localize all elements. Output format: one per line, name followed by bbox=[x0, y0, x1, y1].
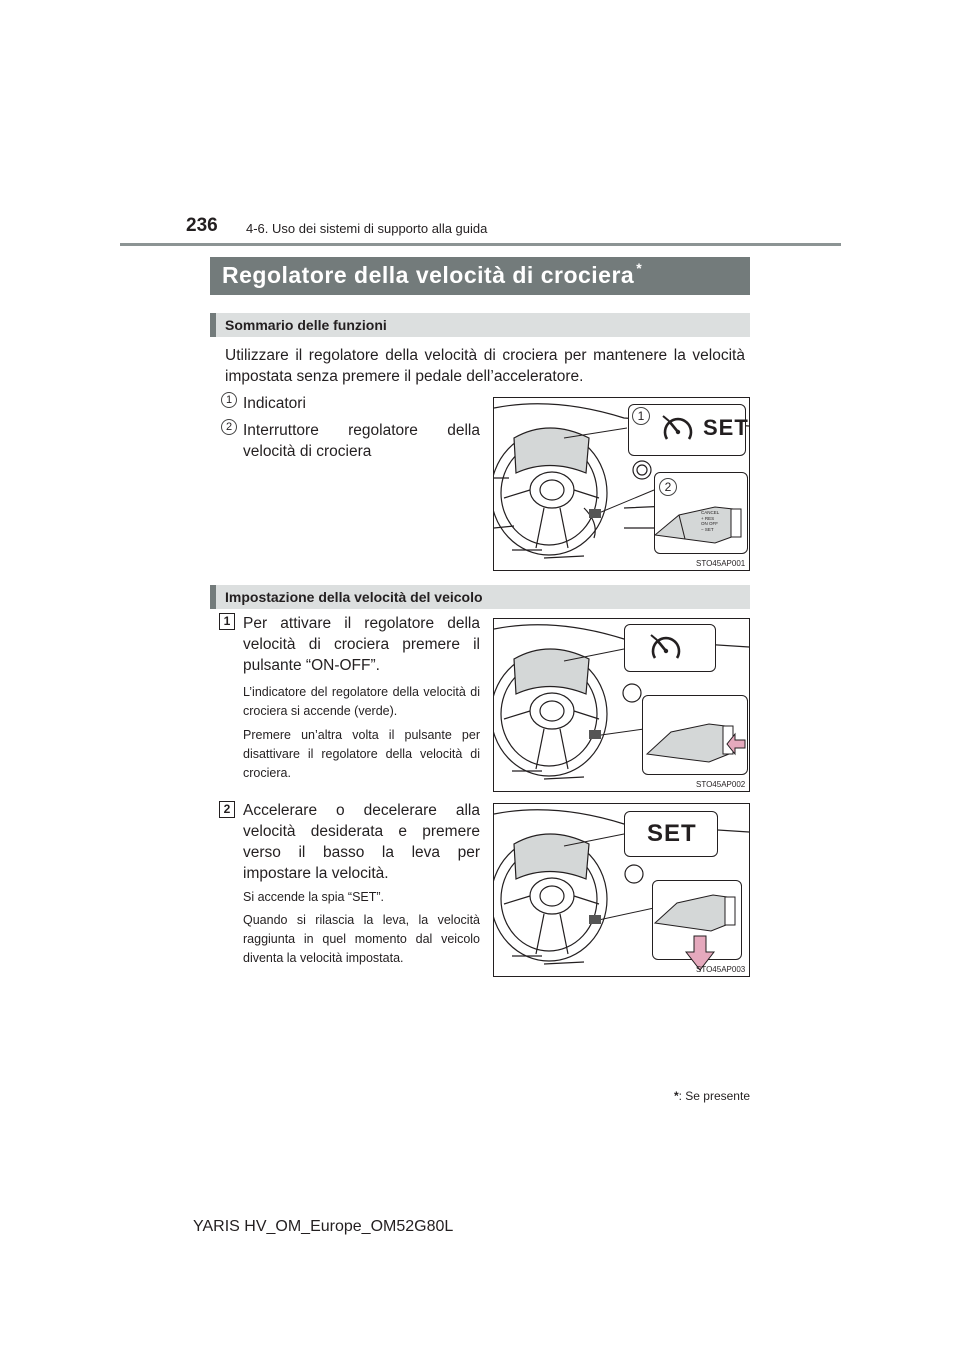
lever-label-set: − SET bbox=[701, 526, 714, 532]
page-number: 236 bbox=[186, 215, 218, 236]
switch-callout-box bbox=[654, 472, 748, 554]
step-number-2: 2 bbox=[219, 801, 235, 818]
item-label-switch: Interruttore regolatore della velocità di crociera bbox=[243, 422, 480, 460]
lever-label-onoff: ON OFF bbox=[701, 521, 718, 526]
figure-code-3: STO45AP003 bbox=[696, 965, 746, 974]
summary-heading: Sommario delle funzioni bbox=[210, 313, 750, 337]
indicator-callout-box-2 bbox=[624, 624, 716, 672]
lever-press-illustration bbox=[643, 696, 747, 774]
section-reference: 4-6. Uso dei sistemi di supporto alla guida bbox=[246, 221, 488, 236]
step-number-1: 1 bbox=[219, 613, 235, 630]
step-2-text: Accelerare o decelerare alla velocità desiderata e premere verso il basso la leva per impostare la velocità. bbox=[243, 802, 480, 882]
step-2-note-2: Quando si rilascia la leva, la velocità raggiunta in quel momento dal veicolo diventa la velocità impostata. bbox=[243, 913, 480, 965]
set-callout-box bbox=[624, 811, 718, 857]
setting-heading: Impostazione della velocità del veicolo bbox=[210, 585, 750, 609]
step-1-note-1: L’indicatore del regolatore della velocità di crociera si accende (verde). bbox=[243, 685, 480, 718]
step-1-note-2: Premere un’altra volta il pulsante per disattivare il regolatore della velocità di crociera. bbox=[243, 728, 480, 780]
footnote-text: : Se presente bbox=[678, 1089, 750, 1103]
item-number-1: 1 bbox=[221, 392, 237, 408]
lever-label-res: + RES bbox=[701, 515, 715, 521]
summary-intro: Utilizzare il regolatore della velocità di crociera per mantenere la velocità impostata senza premere il pedale dell’acceleratore. bbox=[225, 347, 745, 385]
figure-cruise-overview bbox=[493, 397, 750, 571]
cruise-control-icon-2 bbox=[649, 632, 683, 664]
step-1-text: Per attivare il regolatore della velocità di crociera premere il pulsante “ON-OFF”. bbox=[243, 615, 480, 674]
figure-on-off bbox=[493, 618, 750, 792]
figure-code-1: STO45AP001 bbox=[696, 559, 746, 568]
item-number-2: 2 bbox=[221, 419, 237, 435]
switch-callout-box-2 bbox=[642, 695, 748, 775]
footnote-mark: * bbox=[673, 1089, 679, 1103]
set-indicator-text: SET bbox=[703, 415, 749, 440]
lever-labels bbox=[701, 510, 719, 532]
header-divider bbox=[120, 243, 841, 246]
cruise-control-icon bbox=[661, 413, 695, 445]
figure-set-speed bbox=[493, 803, 750, 977]
set-indicator-text-2: SET bbox=[647, 820, 697, 847]
figure-code-2: STO45AP002 bbox=[696, 780, 746, 789]
footnote bbox=[620, 1089, 750, 1103]
document-footer: YARIS HV_OM_Europe_OM52G80L bbox=[193, 1218, 454, 1235]
callout-1: 1 bbox=[632, 407, 650, 425]
optional-equipment-mark: * bbox=[636, 260, 643, 276]
section-title bbox=[210, 257, 750, 295]
item-label-indicators: Indicatori bbox=[243, 395, 306, 412]
step-2-note-1: Si accende la spia “SET”. bbox=[243, 890, 385, 904]
lever-label-cancel: CANCEL bbox=[701, 510, 720, 515]
section-title-text: Regolatore della velocità di crociera bbox=[222, 262, 635, 288]
callout-2: 2 bbox=[659, 478, 677, 496]
